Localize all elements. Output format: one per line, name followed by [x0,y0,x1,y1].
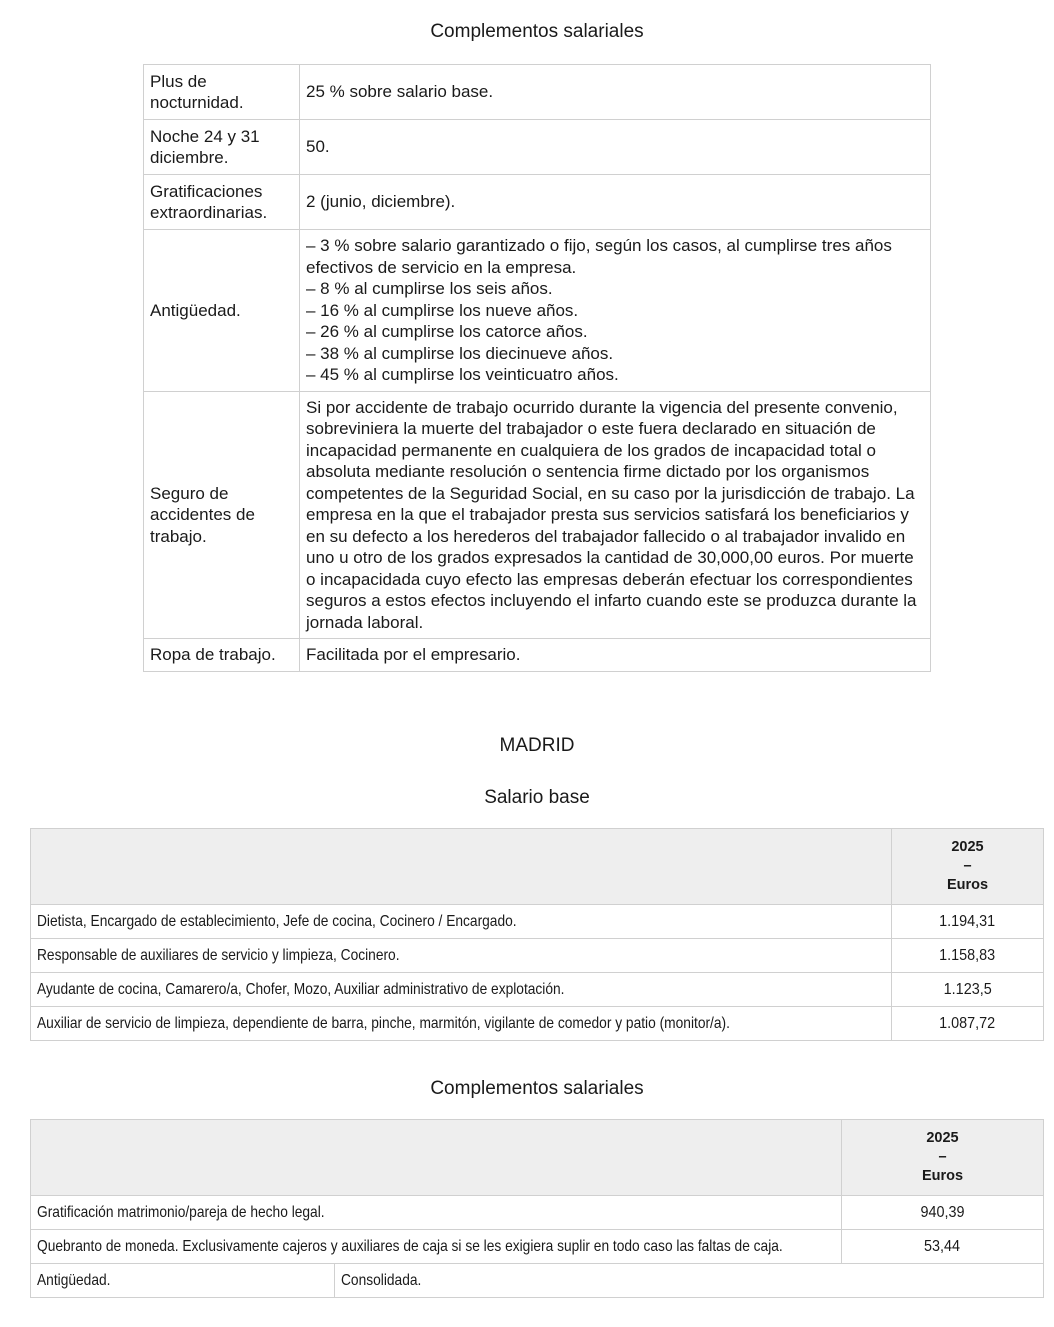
concept-text: Gratificación matrimonio/pareja de hecho legal. [37,1203,325,1221]
value-cell: Facilitada por el empresario. [300,639,931,672]
header-year: 2025 [951,839,984,855]
section-title-complementos: Complementos salariales [430,21,644,42]
amount-text: 53,44 [924,1237,961,1255]
header-blank-cell [31,1120,842,1196]
concept-cell [31,1196,842,1230]
concept-cell [31,1230,842,1264]
table-row [31,1007,1044,1041]
value-cell: 25 % sobre salario base. [300,65,931,120]
antiguedad-line: – 16 % al cumplirse los nueve años. [306,300,579,320]
table-row [31,905,1044,939]
complementos-table [143,64,931,672]
table-row [31,1264,1044,1298]
table-row [144,120,931,175]
table-row [31,939,1044,973]
category-cell [31,973,892,1007]
concept-cell: Antigüedad. [144,230,300,392]
table-row [144,639,931,672]
amount-text: 1.194,31 [939,912,996,930]
value-cell: 2 (junio, diciembre). [300,175,931,230]
table-row [144,230,931,392]
table-row [31,1196,1044,1230]
table-row [31,1230,1044,1264]
section-title-salario-base: Salario base [484,787,590,808]
category-cell [31,1007,892,1041]
concept-text: Quebranto de moneda. Exclusivamente cajeros y auxiliares de caja si se les exigiera suplir en todo caso las faltas de caja. [37,1237,783,1255]
concept-text: Antigüedad. [37,1271,111,1289]
antiguedad-line: – 8 % al cumplirse los seis años. [306,279,553,298]
value-cell: 50. [300,120,931,175]
amount-text: 1.123,5 [943,980,992,998]
header-year: 2025 [926,1130,959,1146]
category-cell [31,905,892,939]
category-text: Ayudante de cocina, Camarero/a, Chofer, Mozo, Auxiliar administrativo de explotación. [37,980,565,998]
header-blank-cell [31,829,892,905]
antiguedad-line: – 38 % al cumplirse los diecinueve años. [306,343,614,363]
antiguedad-line: – 3 % sobre salario garantizado o fijo, según los casos, al cumplirse tres años efectivos de servicio en la empresa. [306,236,892,277]
antiguedad-line: – 45 % al cumplirse los veinticuatro años. [306,365,619,384]
value-cell [300,230,931,392]
header-unit: Euros [946,877,989,893]
table-row [144,391,931,639]
concept-cell [31,1264,335,1298]
value-cell: Si por accidente de trabajo ocurrido durante la vigencia del presente convenio, sobreviniera la muerte del trabajador o este fuera declarado en situación de incapacidad permanente en cualquiera de los grados de incapacidad total o absoluta mediante resolución o sentencia firme dictado por los organismos competentes de la Seguridad Social, en su caso por la jurisdicción de trabajo. La empresa en la que el trabajador presta sus servicios satisfará los beneficiarios y en su defecto a los herederos del trabajador fallecido o al trabajador invalido en uno u otro de los grados expresados la cantidad de 30,000,00 euros. Por muerte o incapacidada cuyo efecto las empresas deberán efectuar los correspondientes seguros a estos efectos incluyendo el infarto cuando este se produzca durante la jornada laboral. [300,391,931,639]
section-title-complementos-madrid: Complementos salariales [430,1078,644,1099]
concept-cell: Gratificaciones extraordinarias. [144,175,300,230]
concept-cell: Seguro de accidentes de trabajo. [144,391,300,639]
header-year-cell [842,1120,1044,1196]
amount-cell [892,973,1044,1007]
header-dash: – [938,1149,947,1165]
concept-cell: Ropa de trabajo. [144,639,300,672]
header-row [31,829,1044,905]
amount-text: 940,39 [920,1203,965,1221]
amount-cell [842,1230,1044,1264]
value-text: Consolidada. [341,1271,422,1289]
table-row [144,175,931,230]
header-year-cell [892,829,1044,905]
table-row [31,973,1044,1007]
table-row [144,65,931,120]
amount-cell [892,939,1044,973]
amount-text: 1.158,83 [939,946,996,964]
antiguedad-line: – 26 % al cumplirse los catorce años. [306,322,588,341]
concept-cell: Noche 24 y 31 diciembre. [144,120,300,175]
concept-cell: Plus de nocturnidad. [144,65,300,120]
category-text: Responsable de auxiliares de servicio y limpieza, Cocinero. [37,946,400,964]
amount-text: 1.087,72 [939,1014,996,1032]
salario-base-table [30,828,1044,1041]
header-unit: Euros [921,1168,964,1184]
value-cell [335,1264,1044,1298]
category-text: Dietista, Encargado de establecimiento, Jefe de cocina, Cocinero / Encargado. [37,912,517,930]
category-text: Auxiliar de servicio de limpieza, dependiente de barra, pinche, marmitón, vigilante de comedor y patio (monitor/a). [37,1014,730,1032]
category-cell [31,939,892,973]
complementos-madrid-table [30,1119,1044,1298]
header-dash: – [963,858,972,874]
header-row [31,1120,1044,1196]
amount-cell [892,1007,1044,1041]
amount-cell [892,905,1044,939]
amount-cell [842,1196,1044,1230]
region-title: MADRID [499,735,575,756]
